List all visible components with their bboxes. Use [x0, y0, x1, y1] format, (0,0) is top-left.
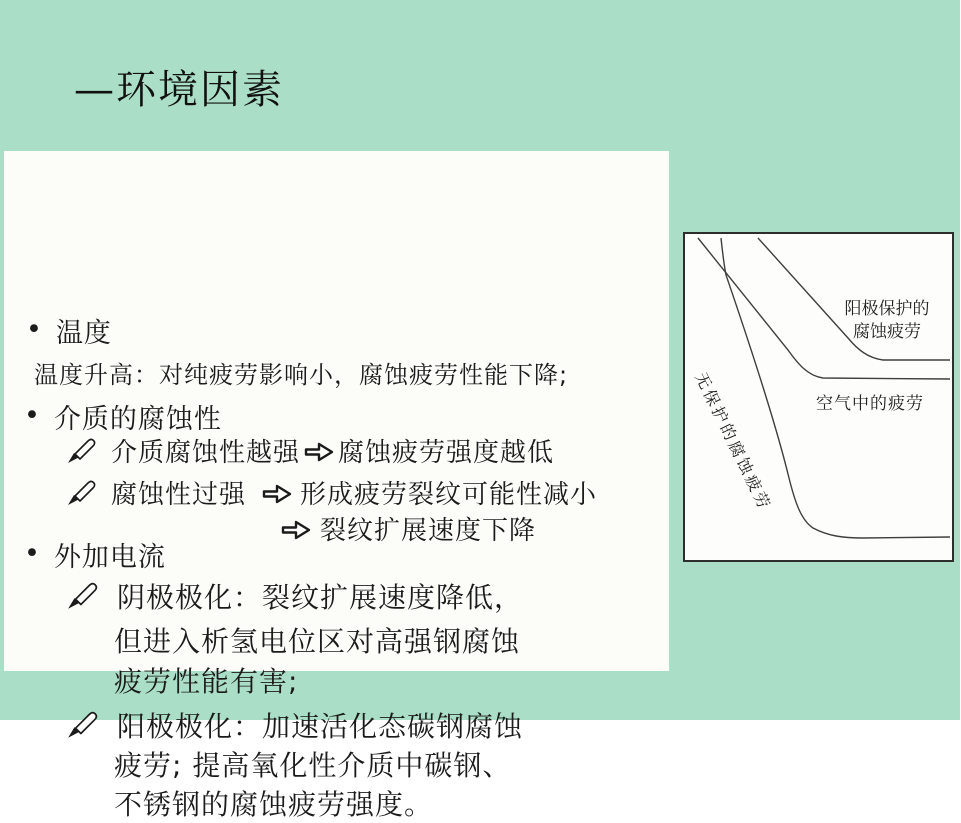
right-arrow-icon	[304, 440, 334, 464]
sub-item-corrosivity-strength	[66, 432, 554, 469]
pen-brush-icon	[66, 479, 98, 507]
sub-item-cathodic-polarization	[66, 576, 523, 616]
bullet-dot-icon: •	[26, 314, 43, 345]
bullet-dot-icon: •	[24, 400, 41, 431]
sub-text: 疲劳; 提高氧化性介质中碳钢、	[114, 749, 512, 782]
pen-brush-icon	[66, 581, 100, 611]
sub-text-pre: 介质腐蚀性越强	[111, 438, 301, 468]
sub-text: 但进入析氢电位区对高强钢腐蚀	[114, 625, 521, 658]
bullet-item-applied-current	[24, 535, 166, 574]
right-arrow-icon	[262, 482, 292, 506]
page-title: —环境因素	[74, 67, 284, 113]
label-line: 阳极保护的	[844, 299, 930, 319]
sub-text: 阴极极化：裂纹扩展速度降低，	[117, 581, 524, 614]
bullet-item-medium-corrosivity	[24, 397, 222, 436]
label-fatigue-in-air: 空气中的疲劳	[816, 394, 924, 414]
sub-text: 疲劳性能有害;	[114, 665, 299, 698]
sub-item-crack-growth	[281, 510, 536, 547]
fatigue-diagram	[683, 232, 954, 562]
body-text: 温度升高：对纯疲劳影响小，腐蚀疲劳性能下降;	[34, 361, 569, 389]
bullet-label: 温度	[55, 318, 112, 349]
bullet-dot-icon: •	[24, 538, 41, 569]
pen-brush-icon	[66, 710, 100, 740]
sub-item-excess-corrosivity	[66, 474, 597, 511]
sub-text: 不锈钢的腐蚀疲劳强度。	[114, 788, 434, 821]
anodic-text-line2	[114, 744, 511, 784]
label-anodic-protected	[813, 298, 961, 344]
cathodic-text-line2	[114, 620, 520, 660]
cathodic-text-line3	[114, 660, 298, 700]
sub-text-post: 腐蚀疲劳强度越低	[338, 438, 555, 468]
label-unprotected: 无保护的腐蚀疲劳	[691, 369, 775, 515]
bullet-item-temperature	[26, 311, 112, 350]
label-line: 腐蚀疲劳	[853, 322, 921, 342]
sub-text: 阳极极化：加速活化态碳钢腐蚀	[117, 710, 524, 743]
sub-text-post: 形成疲劳裂纹可能性减小	[300, 480, 598, 510]
sub-text-pre: 腐蚀性过强	[111, 480, 247, 510]
bullet-label: 外加电流	[53, 542, 166, 573]
pen-brush-icon	[66, 437, 98, 465]
sub-text: 裂纹扩展速度下降	[320, 516, 537, 546]
temperature-detail-text	[34, 355, 568, 390]
bullet-label: 介质的腐蚀性	[53, 404, 222, 435]
anodic-text-line3	[114, 783, 433, 823]
content-box	[4, 151, 669, 821]
right-arrow-icon	[281, 518, 311, 542]
sub-item-anodic-polarization	[66, 705, 523, 745]
